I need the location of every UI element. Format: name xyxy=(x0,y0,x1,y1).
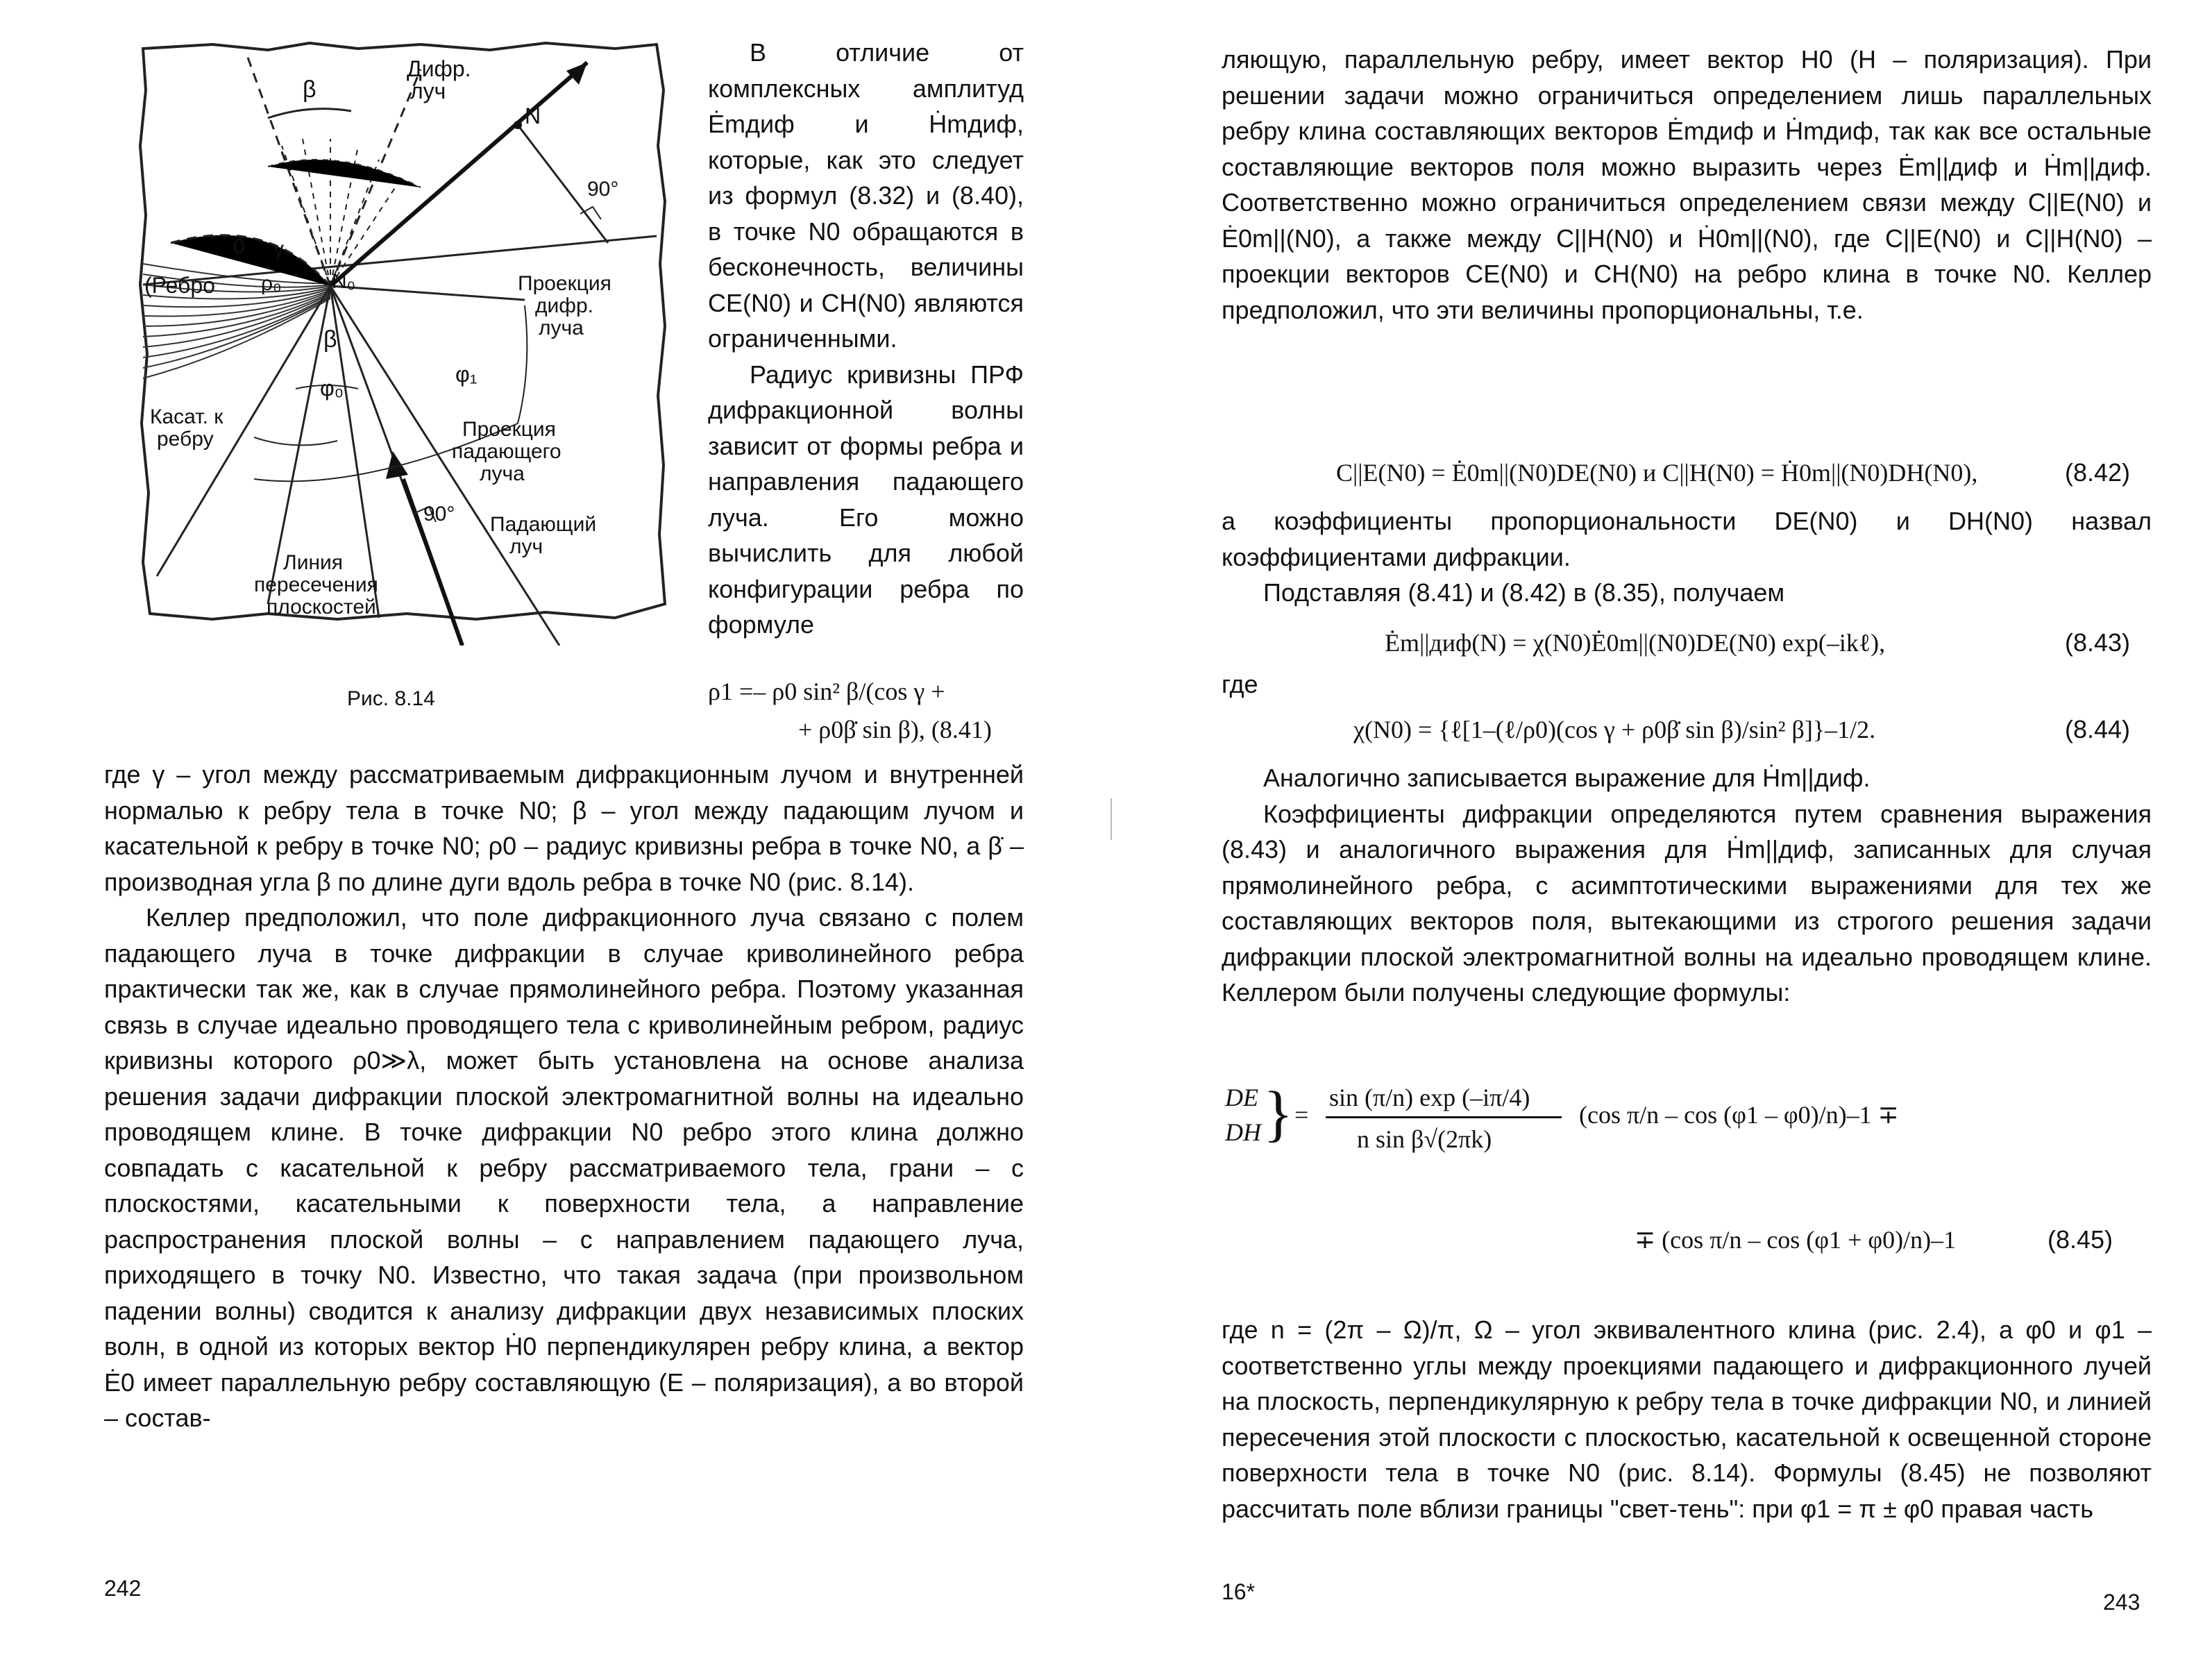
right-page xyxy=(1107,0,2212,1666)
label-zero: 0 xyxy=(233,235,245,258)
label-phi1: φ₁ xyxy=(455,362,478,387)
right-paragraph-4: Аналогично записывается выражение для Ḣm||диф. xyxy=(1263,764,1871,792)
left-body xyxy=(104,757,1024,1436)
right-paragraph-1: ляющую, параллельную ребру, имеет вектор H0 (H – поляризация). При решении задачи можно ограничиться определением лишь параллельных ребру клина составляющих векторов Ėmдиф и Ḣmдиф, так как все остальные составляющие векторов поля можно выразить через Ėm||диф и Ḣm||диф. Соответственно можно ограничиться определением связи между C||E(N0) и Ė0m||(N0), а также между C||H(N0) и Ḣ0m||(N0), где C||E(N0) и C||H(N0) – проекции векторов CE(N0) и CH(N0) на ребро клина в точке N0. Келлер предположил, что эти величины пропорциональны, т.е. xyxy=(1222,45,2152,324)
label-beta-top: β xyxy=(303,76,316,103)
equation-8-43: Ėm||диф(N) = χ(N0)Ė0m||(N0)DE(N0) exp(–ikℓ), xyxy=(1385,629,1886,657)
label-proj-inc-1: Проекция xyxy=(462,418,556,441)
label-beta-bottom: β xyxy=(323,326,337,353)
eq845-term2: ∓ (cos π/n – cos (φ1 + φ0)/n)–1 xyxy=(1635,1226,1957,1254)
label-proj-inc-3: луча xyxy=(480,462,525,485)
left-paragraph-2: Келлер предположил, что поле дифракционного луча связано с полем падающего луча в точке дифракции в случае криволинейного ребра практически так же, как в случае прямолинейного ребра. Поэтому указанная связь в случае идеально проводящего тела с криволинейным ребром, радиус кривизны которого ρ0≫λ, может быть установлена на основе анализа решения задачи дифракции плоской электромагнитной волны на идеально проводящем клине. В точке дифракции N0 ребро этого клина должно совпадать с касательной к ребру рассматриваемого тела, грани – с плоскостями, касательными к поверхности тела, а направление распространения плоской волны – с направлением падающего луча, приходящего в точку N0. Известно, что такая задача (при произвольном падении волны) сводится к анализу дифракции двух независимых плоских волн, в одной из которых вектор Ḣ0 перпендикулярен ребру клина, а вектор Ė0 имеет параллельную ребру составляющую (E – поляризация), а во второй – состав- xyxy=(104,903,1024,1432)
eq845-number: (8.45) xyxy=(2048,1225,2113,1254)
label-tangent-2: ребру xyxy=(157,428,214,451)
label-90-bottom: 90° xyxy=(423,503,455,525)
equation-8-44: χ(N0) = {ℓ[1–(ℓ/ρ0)(cos γ + ρ0β̇ sin β)/sin² β]}–1/2. xyxy=(1353,716,1876,743)
figure-8-14 xyxy=(129,35,677,646)
page-number-left: 242 xyxy=(104,1576,142,1601)
formula-8-41-line1: ρ1 =– ρ0 sin² β/(cos γ + xyxy=(708,678,945,705)
eq845-equals: = xyxy=(1294,1101,1309,1129)
label-intersection-2: пересечения xyxy=(254,573,378,596)
label-inc-ray-1: Падающий xyxy=(490,513,597,536)
equation-8-42-number: (8.42) xyxy=(2065,458,2131,487)
page-number-right: 243 xyxy=(2103,1590,2141,1615)
side-paragraph-1: В отличие от комплексных амплитуд Ėmдиф и Ḣmдиф, которые, как это следует из формул (8.32) и (8.40), в точке N0 обращаются в бесконечность, величины CE(N0) и CH(N0) являются ограниченными. xyxy=(708,38,1024,353)
label-proj-diff-2: дифр. xyxy=(535,294,593,317)
label-diff-ray-1: Дифр. xyxy=(407,56,471,81)
label-edge: (Ребро xyxy=(144,273,215,298)
label-proj-inc-2: падающего xyxy=(452,440,562,463)
label-proj-diff-3: луча xyxy=(539,317,584,339)
side-paragraph-2: Радиус кривизны ПРФ дифракционной волны зависит от формы ребра и направления падающего луча. Его можно вычислить для любой конфигурации ребра по формуле xyxy=(708,360,1024,639)
figure-caption: Рис. 8.14 xyxy=(347,687,435,710)
right-paragraph-6: где n = (2π – Ω)/π, Ω – угол эквивалентного клина (рис. 2.4), а φ0 и φ1 – соответственно углы между проекциями падающего и дифракционного лучей на плоскость, перпендикулярную к ребру тела в точке дифракции N0, и линией пересечения этой плоскости с плоскостью, касательной к освещенной стороне поверхности тела в точке N0 (рис. 8.14). Формулы (8.45) не позволяют рассчитать поле вблизи границы "свет-тень": при φ1 = π ± φ0 правая часть xyxy=(1222,1315,2152,1523)
label-n0: N₀ xyxy=(332,270,356,293)
label-n: N xyxy=(525,103,541,128)
left-page xyxy=(0,0,1104,1666)
eq845-lhs-bottom: DH xyxy=(1225,1118,1261,1146)
left-paragraph-1: где γ – угол между рассматриваемым дифракционным лучом и внутренней нормалью к ребру тела в точке N0; β – угол между падающим лучом и касательной к ребру в точке N0; ρ0 – радиус кривизны ребра в точке N0, а β̇ – производная угла β по длине дуги вдоль ребра в точке N0 (рис. 8.14). xyxy=(104,760,1024,896)
label-intersection-1: Линия xyxy=(283,551,344,574)
eq845-denominator: n sin β√(2πk) xyxy=(1357,1125,1492,1153)
right-paragraph-5: Коэффициенты дифракции определяются путем сравнения выражения (8.43) и аналогичного выражения для Ḣm||диф, записанных для случая прямолинейного ребра, с асимптотическими выражениями для тех же составляющих векторов поля, вытекающими из строгого решения задачи дифракции плоской электромагнитной волны на идеально проводящем клине. Келлером были получены следующие формулы: xyxy=(1222,799,2152,1007)
label-rho0: ρ₀ xyxy=(261,272,282,295)
equation-8-42: C||E(N0) = Ė0m||(N0)DE(N0) и C||H(N0) = Ḣ0m||(N0)DH(N0), xyxy=(1336,459,1978,487)
right-paragraph-3: Подставляя (8.41) и (8.42) в (8.35), получаем xyxy=(1263,578,1785,607)
label-90-top: 90° xyxy=(587,178,619,201)
label-phi0: φ₀ xyxy=(320,376,344,401)
equation-8-44-number: (8.44) xyxy=(2065,715,2131,743)
label-gamma: γ xyxy=(273,237,284,260)
label-diff-ray-2: луч xyxy=(410,78,446,103)
right-block-3 xyxy=(1222,760,2152,1011)
eq845-fraction-bar xyxy=(1326,1116,1562,1118)
right-block-2 xyxy=(1222,503,2152,611)
label-inc-ray-2: луч xyxy=(509,535,543,558)
eq845-lhs-top: DE xyxy=(1225,1084,1258,1111)
eq845-term1: (cos π/n – cos (φ1 – φ0)/n)–1 ∓ xyxy=(1579,1101,1899,1129)
signature-mark: 16* xyxy=(1222,1579,1256,1604)
equation-8-43-number: (8.43) xyxy=(2065,628,2131,657)
right-intro xyxy=(1222,42,2152,328)
eq845-numerator: sin (π/n) exp (–iπ/4) xyxy=(1329,1084,1530,1111)
where-label: где xyxy=(1222,670,1258,698)
right-paragraph-2: а коэффициенты пропорциональности DE(N0) и DH(N0) назвал коэффициентами дифракции. xyxy=(1222,507,2152,571)
label-proj-diff-1: Проекция xyxy=(518,272,611,295)
side-text xyxy=(708,35,1024,643)
label-tangent-1: Касат. к xyxy=(150,405,223,428)
label-intersection-3: плоскостей xyxy=(267,596,376,619)
eq845-brace: } xyxy=(1263,1079,1294,1148)
right-block-4 xyxy=(1222,1312,2152,1526)
formula-8-41-line2: + ρ0β̇ sin β), (8.41) xyxy=(798,716,992,743)
